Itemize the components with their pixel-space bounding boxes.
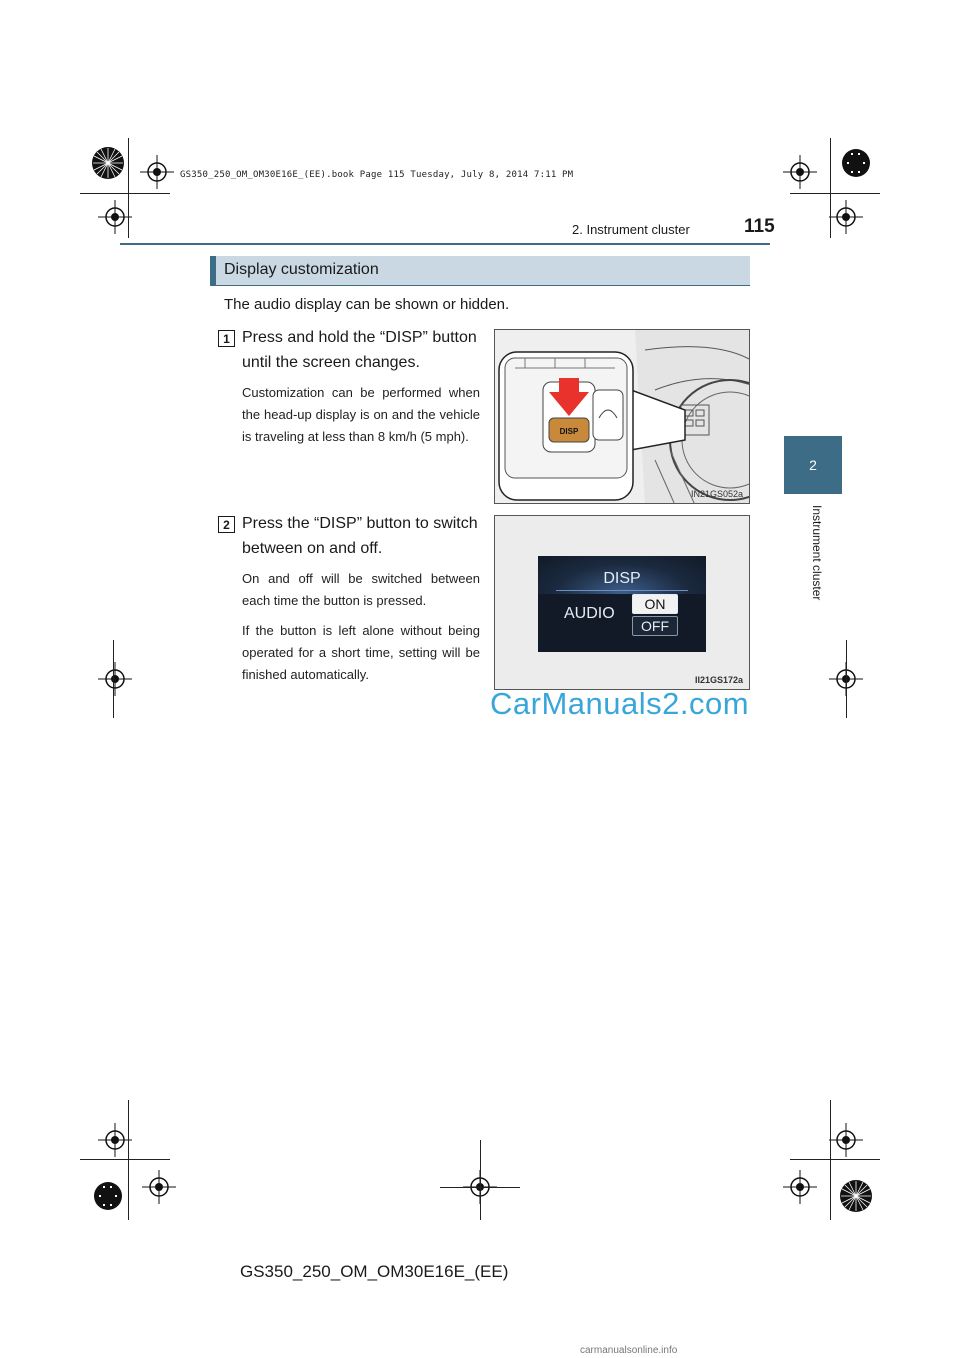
step-2-text: Press the “DISP” button to switch between on and off. bbox=[242, 515, 478, 557]
screen-title: DISP bbox=[603, 570, 641, 587]
disp-button-label: DISP bbox=[559, 427, 579, 436]
registration-mark-icon bbox=[838, 1178, 874, 1214]
step-number-2: 2 bbox=[218, 516, 235, 533]
page-number: 115 bbox=[744, 216, 775, 237]
header-rule bbox=[120, 243, 770, 245]
option-off: OFF bbox=[632, 616, 678, 636]
step-1-note: Customization can be performed when the head-up display is on and the vehicle is traveling at less than 8 km/h (5 mph). bbox=[242, 385, 480, 444]
crosshair-mark-icon bbox=[829, 1123, 863, 1157]
registration-mark-icon bbox=[838, 145, 874, 181]
chapter-number: 2 bbox=[809, 457, 817, 473]
watermark: CarManuals2.com bbox=[490, 686, 750, 721]
crosshair-mark-icon bbox=[140, 155, 174, 189]
section-heading-text: Display customization bbox=[224, 261, 379, 278]
intro-text: The audio display can be shown or hidden. bbox=[224, 296, 510, 313]
screen-divider bbox=[556, 590, 688, 591]
step-1-text: Press and hold the “DISP” button until the screen changes. bbox=[242, 329, 477, 371]
registration-mark-icon bbox=[90, 1178, 126, 1214]
book-info: GS350_250_OM_OM30E16E_(EE).book Page 115 Tuesday, July 8, 2014 7:11 PM bbox=[180, 170, 574, 180]
hud-screen bbox=[538, 556, 706, 652]
bottom-brand: carmanualsonline.info bbox=[580, 1345, 678, 1356]
step-number-1: 1 bbox=[218, 330, 235, 347]
steering-wheel-illustration bbox=[495, 330, 750, 504]
chapter-label: Instrument cluster bbox=[810, 505, 824, 601]
crosshair-mark-icon bbox=[98, 662, 132, 696]
option-on: ON bbox=[632, 594, 678, 614]
crosshair-mark-icon bbox=[98, 1123, 132, 1157]
screen-item-label: AUDIO bbox=[564, 605, 615, 622]
running-section-title: 2. Instrument cluster bbox=[572, 222, 690, 237]
footer-code: GS350_250_OM_OM30E16E_(EE) bbox=[240, 1262, 509, 1281]
section-heading bbox=[210, 256, 750, 286]
crosshair-mark-icon bbox=[783, 155, 817, 189]
crosshair-mark-icon bbox=[829, 200, 863, 234]
registration-mark-icon bbox=[90, 145, 126, 181]
crosshair-mark-icon bbox=[98, 200, 132, 234]
chapter-tab bbox=[784, 436, 842, 494]
figure-disp-screen bbox=[494, 515, 750, 690]
figure-disp-button bbox=[494, 329, 750, 504]
step-2-note-2: If the button is left alone without being operated for a short time, setting will be finished automatically. bbox=[242, 623, 480, 682]
figure-1-code: IN21GS052a bbox=[690, 489, 743, 499]
crosshair-mark-icon bbox=[142, 1170, 176, 1204]
figure-2-code: II21GS172a bbox=[694, 675, 743, 685]
step-2-note-1: On and off will be switched between each time the button is pressed. bbox=[242, 571, 480, 608]
crosshair-mark-icon bbox=[783, 1170, 817, 1204]
